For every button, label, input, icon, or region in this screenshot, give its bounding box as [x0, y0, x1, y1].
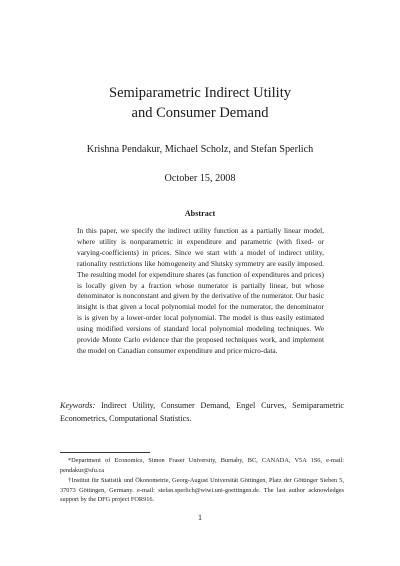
keywords-text: Indirect Utility, Consumer Demand, Engel Curves, Semiparametric Econometrics, Computational Statistics. [60, 401, 345, 423]
title-line-1: Semiparametric Indirect Utility [109, 85, 291, 101]
title-line-2: and Consumer Demand [131, 105, 269, 121]
keywords-section [60, 400, 344, 425]
footnotes [60, 456, 344, 506]
paper-title [0, 83, 400, 123]
footnote-rule [60, 452, 150, 453]
abstract-heading: Abstract [184, 209, 216, 218]
author-list [0, 143, 400, 157]
footnote-affiliation-2: †Institut für Statistik und Ökonometrie, Georg-August Universität Göttingen, Platz der Göttinger Sieben 5, 37073 Göttingen, Germany. e-mail: stefan.sperlich@wiwi.uni-goettingen.de. The last author acknowledges support by the DFG project FOR916. [60, 477, 344, 504]
footnote-affiliation-1: *Department of Economics, Simon Fraser University, Burnaby, BC, CANADA, V5A 1S6, e-mail: pendakur@sfu.ca [60, 457, 344, 474]
author-names: Krishna Pendakur, Michael Scholz, and Stefan Sperlich [86, 144, 314, 155]
keywords-label: Keywords: [60, 401, 96, 410]
abstract-text: In this paper, we specify the indirect utility function as a partially linear model, where utility is nonparametric in expenditure and parametric (with fixed- or varying-coefficients) in prices. Since we start with a model of indirect utility, rationality restrictions like homogeneity and Slutsky symmetry are easily imposed. The resulting model for expenditure shares (as function of expenditures and prices) is locally given by a fraction whose numerator is partially linear, but whose denominator is nonconstant and given by the derivative of the numerator. Our basic insight is that given a local polynomial model for the numerator, the denominator is is given by a lower-order local polynomial. The model is thus easily estimated using modified versions of standard local polynomial modeling techniques. We provide Monte Carlo evidence that the proposed techniques work, and implement the model on Canadian consumer expenditure and price micro-data. [77, 226, 324, 355]
paper-date: October 15, 2008 [164, 173, 236, 184]
page-number: 1 [198, 513, 202, 522]
